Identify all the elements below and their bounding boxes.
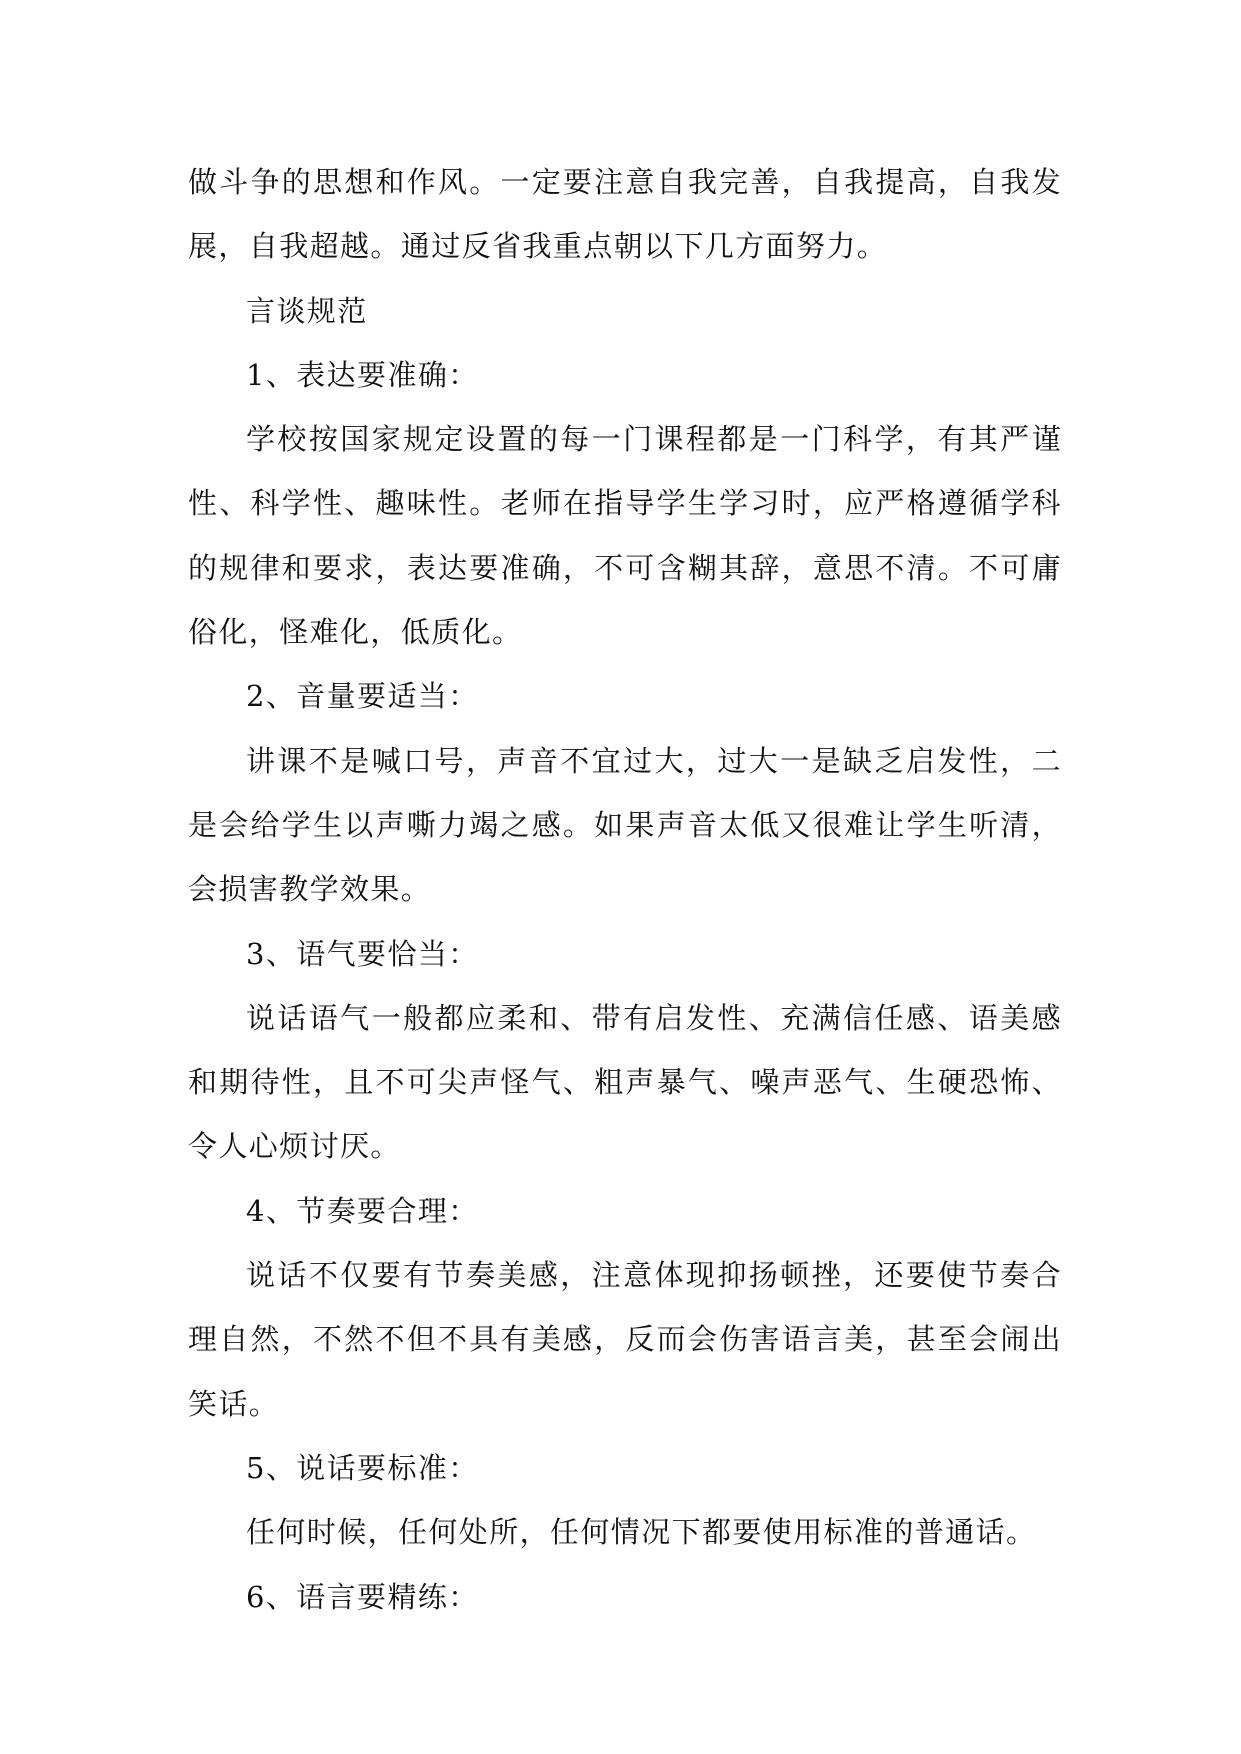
item-body-1: 学校按国家规定设置的每一门课程都是一门科学，有其严谨性、科学性、趣味性。老师在指导学生学习时，应严格遵循学科的规律和要求，表达要准确，不可含糊其辞，意思不清。不可庸俗化，怪难化，低质化。 [188, 422, 1062, 650]
item-body-5: 任何时候，任何处所，任何情况下都要使用标准的普通话。 [246, 1515, 1037, 1550]
item-body-2: 讲课不是喊口号，声音不宜过大，过大一是缺乏启发性，二是会给学生以声嘶力竭之感。如果声音太低又很难让学生听清，会损害教学效果。 [188, 743, 1062, 907]
paragraph-continuation: 做斗争的思想和作风。一定要注意自我完善，自我提高，自我发展，自我超越。通过反省我重点朝以下几方面努力。 [188, 165, 1062, 264]
item-body-4: 说话不仅要有节奏美感，注意体现抑扬顿挫，还要使节奏合理自然，不然不但不具有美感，反而会伤害语言美，甚至会闹出笑话。 [188, 1258, 1062, 1421]
item-heading-6: 6、语言要精练： [246, 1579, 479, 1614]
document-body [188, 150, 1062, 1629]
item-heading-4: 4、节奏要合理： [246, 1193, 479, 1228]
item-heading-2: 2、音量要适当： [246, 679, 479, 714]
item-heading-3: 3、语气要恰当： [246, 936, 479, 971]
item-heading-5: 5、说话要标准： [246, 1450, 479, 1485]
item-heading-1: 1、表达要准确： [246, 357, 479, 392]
section-heading-speech-norms: 言谈规范 [246, 293, 368, 328]
item-body-3: 说话语气一般都应柔和、带有启发性、充满信任感、语美感和期待性，且不可尖声怪气、粗声暴气、噪声恶气、生硬恐怖、令人心烦讨厌。 [188, 1000, 1062, 1164]
